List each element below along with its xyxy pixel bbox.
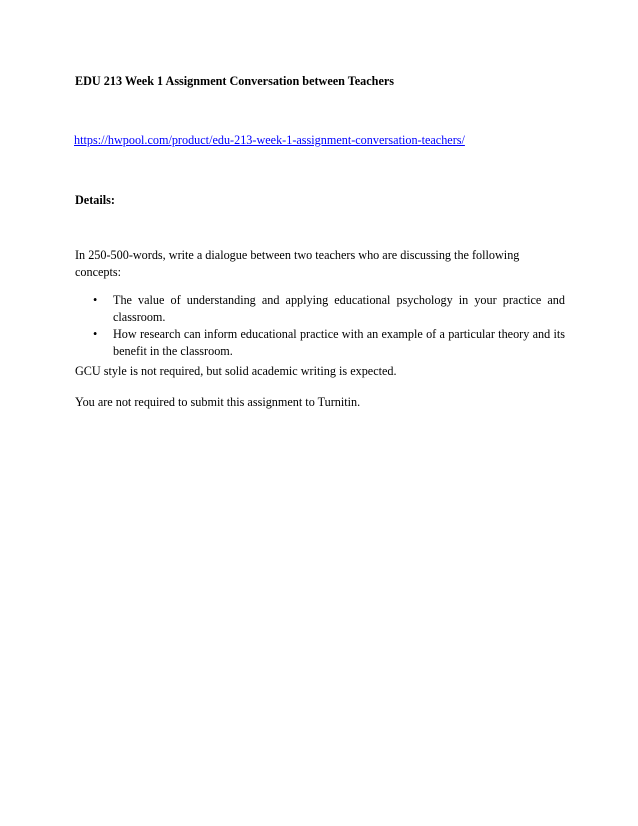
list-item-text: The value of understanding and applying educational psychology in your practice and classroom.: [113, 293, 565, 324]
document-title: EDU 213 Week 1 Assignment Conversation between Teachers: [75, 74, 395, 88]
intro-paragraph: In 250-500-words, write a dialogue between two teachers who are discussing the following concepts:: [75, 248, 520, 279]
product-link[interactable]: https://hwpool.com/product/edu-213-week-1-assignment-conversation-teachers/: [74, 133, 465, 147]
bullet-icon: •: [93, 327, 98, 341]
list-item-text: How research can inform educational practice with an example of a particular theory and its benefit in the classroom.: [113, 327, 565, 358]
list-item: [75, 326, 565, 360]
bullet-icon: •: [93, 293, 98, 307]
concept-list: [75, 292, 565, 360]
details-heading: Details:: [75, 193, 115, 207]
gcu-style-note: GCU style is not required, but solid academic writing is expected.: [75, 364, 397, 378]
list-item: [75, 292, 565, 326]
turnitin-note: You are not required to submit this assignment to Turnitin.: [75, 395, 361, 409]
